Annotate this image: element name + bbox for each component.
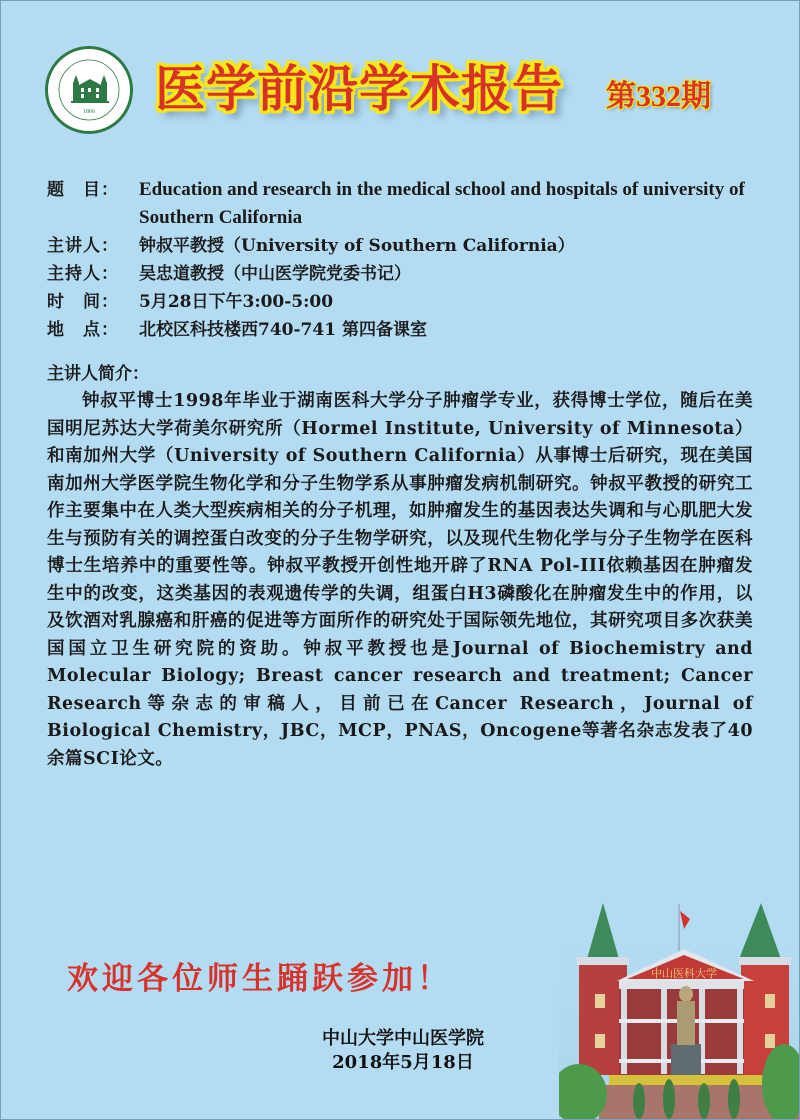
campus-building-image [559,889,799,1119]
organizer-block [303,1027,503,1075]
campus-sign: 中山医科大学 [651,967,717,980]
seal-year: 1866 [83,109,95,115]
host-label: 主持人： [47,264,119,284]
poster-title: 医学前沿学术报告 [155,59,563,118]
organizer-name: 中山大学中山医学院 [322,1028,484,1049]
time-row [47,288,767,316]
time-label: 时 间： [47,292,119,312]
bio-heading: 主讲人简介： [47,364,149,384]
bio-text: 钟叔平博士1998年毕业于湖南医科大学分子肿瘤学专业，获得博士学位，随后在美国明尼苏达大学荷美尔研究所（Hormel Institute, University of Minnesota）和南加州大学（University of Southern California）从事博士后研究，现在美国南加州大学医学院生物化学和分子生物学系从事肿瘤发病机制研究。钟叔平教授的研究工作主要集中在人类大型疾病相关的分子机理，如肿瘤发生的基因表达失调和与心肌肥大发生与预防有关的调控蛋白改变的分子生物学研究，以及现代生物化学与分子生物学在医科博士生培养中的重要性等。钟叔平教授开创性地开辟了RNA Pol-III依赖基因在肿瘤发生中的改变，这类基因的表观遗传学的失调，组蛋白H3磷酸化在肿瘤发生中的作用，以及饮酒对乳腺癌和肝癌的促进等方面所作的研究处于国际领先地位，其研究项目多次获美国国立卫生研究院的资助。钟叔平教授也是Journal of Biochemistry and Molecular Biology; Breast cancer research and treatment; Cancer Research等杂志的审稿人，目前已在Cancer Research，Journal of Biological Chemistry，JBC，MCP，PNAS，Oncogene等著名杂志发表了40余篇SCI论文。 [47,391,753,769]
speaker-value: 钟叔平教授（University of Southern California） [139,236,575,256]
host-value: 吴忠道教授（中山医学院党委书记） [139,264,411,284]
issue-date: 2018年5月18日 [332,1052,474,1073]
speaker-label: 主讲人： [47,236,119,256]
building-icon [71,73,109,103]
topic-value: Education and research in the medical school and hospitals of university of Southern California [139,179,745,228]
place-value: 北校区科技楼西740-741 第四备课室 [139,320,427,340]
speaker-row [47,232,767,260]
welcome-message: 欢迎各位师生踊跃参加！ [67,961,452,997]
event-info [47,176,767,344]
place-label: 地 点： [47,320,119,340]
topic-row [47,176,767,232]
time-value: 5月28日下午3:00-5:00 [139,292,334,312]
university-seal-icon [45,46,133,134]
place-row [47,316,767,344]
topic-label: 题 目： [47,180,119,200]
host-row [47,260,767,288]
issue-number: 第332期 [606,80,711,113]
